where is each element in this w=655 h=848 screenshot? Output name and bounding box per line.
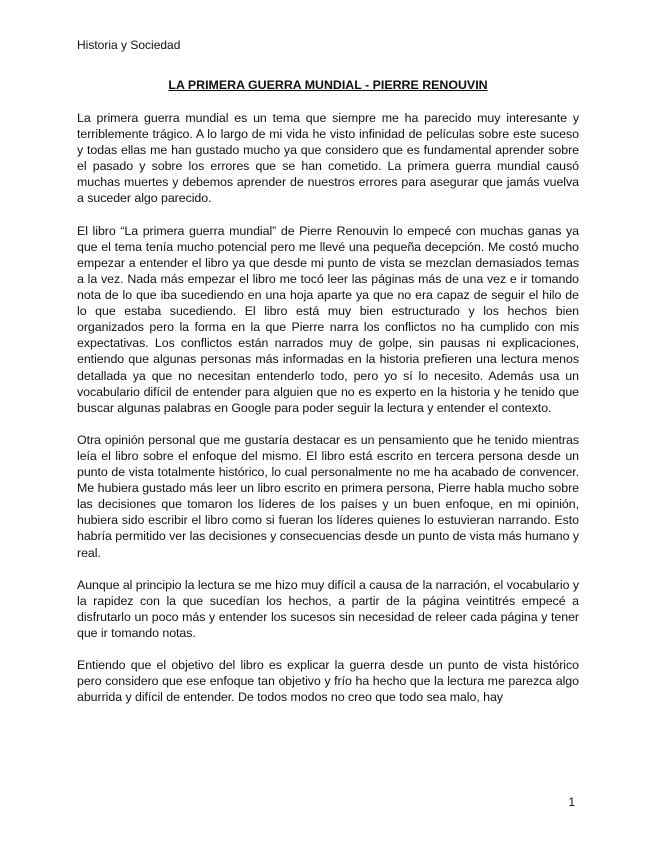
page-number: 1	[568, 795, 575, 809]
paragraph-5: Entiendo que el objetivo del libro es explicar la guerra desde un punto de vista histórico pero considero que ese enfoque tan objetivo y frío ha hecho que la lectura me parezca algo aburrida y difícil de entender. De todos modos no creo que todo sea malo, hay	[77, 658, 579, 705]
paragraph-4: Aunque al principio la lectura se me hizo muy difícil a causa de la narración, el vocabulario y la rapidez con la que sucedían los hechos, a partir de la página veintitrés empecé a disfrutarlo un poco más y entender los sucesos sin necesidad de releer cada página y tener que ir tomando notas.	[77, 577, 579, 640]
paragraph-3: Otra opinión personal que me gustaría destacar es un pensamiento que he tenido mientras leía el libro sobre el enfoque del mismo. El libro está escrito en tercera persona desde un punto de vista totalmente histórico, lo cual personalmente no me ha acabado de convencer. Me hubiera gustado más leer un libro escrito en primera persona, Pierre habla mucho sobre las decisiones que tomaron los líderes de los países y un buen enfoque, en mi opinión, hubiera sido escribir el libro como si fueran los líderes quienes lo estuvieran narrando. Esto habría permitido ver las decisiones y consecuencias desde un punto de vista más humano y real.	[77, 432, 579, 560]
document-body	[77, 110, 579, 722]
paragraph-2: El libro “La primera guerra mundial” de Pierre Renouvin lo empecé con muchas ganas ya que el tema tenía mucho potencial pero me llevé una pequeña decepción. Me costó mucho empezar a entender el libro ya que desde mi punto de vista se mezclan demasiados temas a la vez. Nada más empezar el libro me tocó leer las páginas más de una vez e ir tomando nota de lo que iba sucediendo en una hoja aparte ya que no era capaz de seguir el hilo de lo que estaba sucediendo. El libro está muy bien estructurado y los hechos bien organizados pero la forma en la que Pierre narra los conflictos no ha cumplido con mis expectativas. Los conflictos están narrados muy de golpe, sin pausas ni explicaciones, entiendo que algunas personas más informadas en la historia prefieren una lectura menos detallada ya que no necesitan entenderlo todo, pero yo sí lo necesito. Además usa un vocabulario difícil de entender para alguien que no es experto en la historia y he tenido que buscar algunas palabras en Google para poder seguir la lectura y entender el contexto.	[77, 223, 579, 415]
document-title: LA PRIMERA GUERRA MUNDIAL - PIERRE RENOUVIN	[168, 78, 488, 92]
paragraph-1: La primera guerra mundial es un tema que siempre me ha parecido muy interesante y terriblemente trágico. A lo largo de mi vida he visto infinidad de películas sobre este suceso y todas ellas me han gustado mucho ya que considero que es fundamental aprender sobre el pasado y sobre los errores que se han cometido. La primera guerra mundial causó muchas muertes y debemos aprender de nuestros errores para asegurar que jamás vuelva a suceder algo parecido.	[77, 111, 579, 206]
page-header: Historia y Sociedad	[77, 38, 181, 52]
